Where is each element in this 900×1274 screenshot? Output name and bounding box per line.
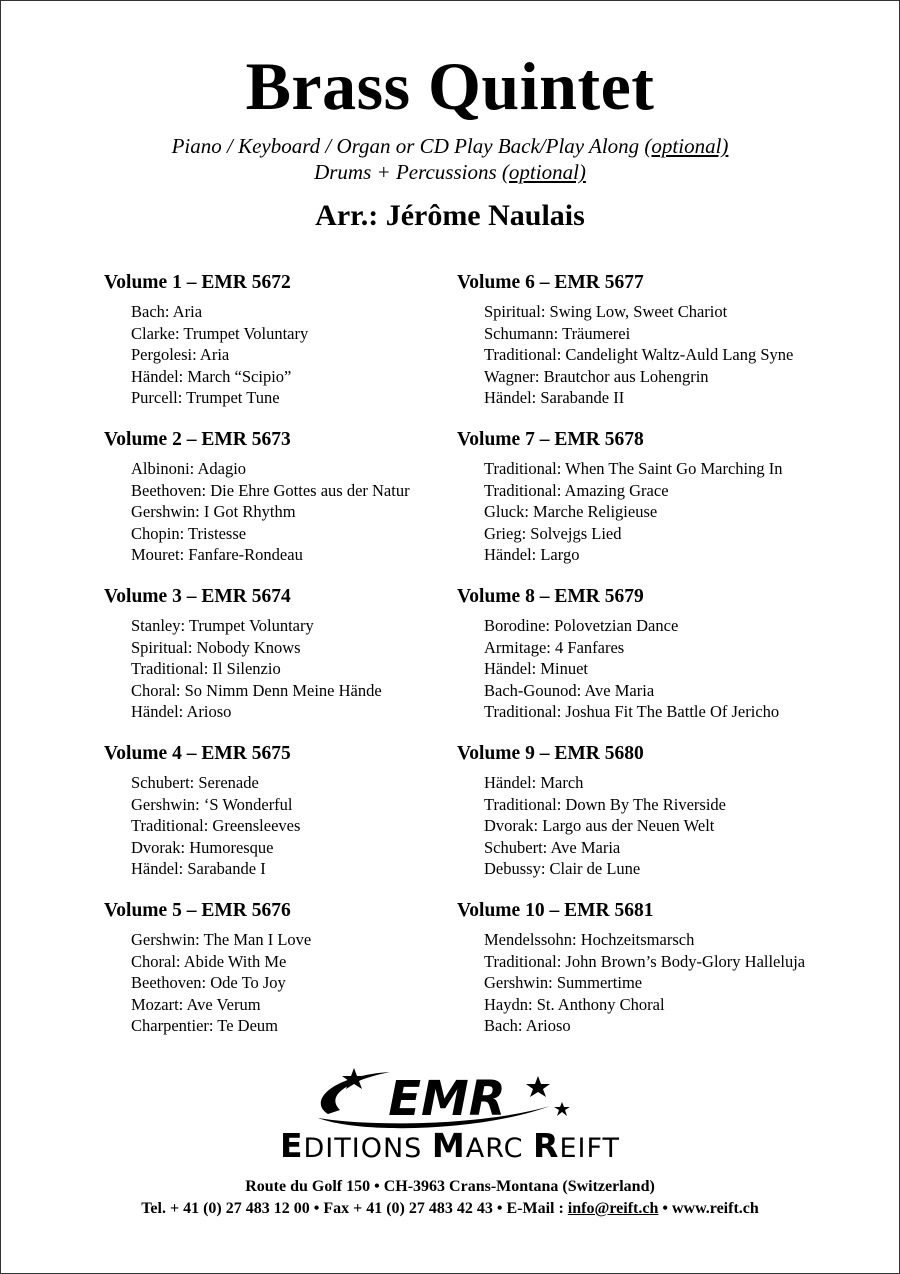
piece-item: Händel: Sarabande I <box>131 859 266 878</box>
piece-item: Spiritual: Swing Low, Sweet Chariot <box>484 302 728 321</box>
volume-heading: Volume 10 – EMR 5681 <box>457 900 654 921</box>
piece-item: Bach-Gounod: Ave Maria <box>484 680 655 700</box>
piece-item: Gershwin: ‘S Wonderful <box>131 794 293 814</box>
publisher-contact <box>0 1198 900 1220</box>
piece-item: Pergolesi: Aria <box>131 345 230 364</box>
piece-item: Beethoven: Ode To Joy <box>131 973 286 992</box>
piece-item: Schubert: Serenade <box>131 773 259 792</box>
piece-item: Choral: So Nimm Denn Meine Hände <box>131 680 382 700</box>
volume-column-right <box>457 270 877 1055</box>
piece-item: Borodine: Polovetzian Dance <box>484 616 679 635</box>
piece-item: Beethoven: Die Ehre Gottes aus der Natur <box>131 480 410 500</box>
volume-section <box>457 584 877 741</box>
volume-heading: Volume 8 – EMR 5679 <box>457 586 644 607</box>
piece-list <box>457 301 877 409</box>
piece-item: Stanley: Trumpet Voluntary <box>131 616 314 635</box>
publisher-address: Route du Golf 150 • CH-3963 Crans-Montana (Switzerland) <box>245 1178 655 1195</box>
piece-item: Clarke: Trumpet Voluntary <box>131 323 309 343</box>
piece-item: Grieg: Solvejgs Lied <box>484 523 622 543</box>
volume-section <box>457 427 877 584</box>
publisher-word: ARC <box>465 1133 534 1164</box>
instrumentation-text: Piano / Keyboard / Organ or CD Play Back/Play Along <box>171 134 645 158</box>
piece-item: Traditional: Candelight Waltz-Auld Lang Syne <box>484 345 794 364</box>
volume-heading: Volume 3 – EMR 5674 <box>104 586 291 607</box>
piece-item: Schumann: Träumerei <box>484 323 631 343</box>
piece-item: Händel: Largo <box>484 545 580 564</box>
piece-item: Traditional: Joshua Fit The Battle Of Jericho <box>484 702 780 721</box>
piece-item: Bach: Arioso <box>484 1016 571 1035</box>
piece-item: Armitage: 4 Fanfares <box>484 637 625 657</box>
piece-item: Albinoni: Adagio <box>131 459 247 478</box>
volume-heading: Volume 2 – EMR 5673 <box>104 429 291 450</box>
piece-item: Mozart: Ave Verum <box>131 994 261 1014</box>
logo-star-right-bottom <box>554 1102 570 1116</box>
volume-heading: Volume 1 – EMR 5672 <box>104 272 291 293</box>
publisher-initial: M <box>431 1126 466 1165</box>
piece-item: Traditional: Amazing Grace <box>484 480 669 500</box>
piece-item: Händel: Minuet <box>484 659 589 678</box>
piece-item: Debussy: Clair de Lune <box>484 859 641 878</box>
piece-item: Wagner: Brautchor aus Lohengrin <box>484 366 709 386</box>
piece-item: Gershwin: The Man I Love <box>131 930 312 949</box>
volume-heading: Volume 9 – EMR 5680 <box>457 743 644 764</box>
piece-item: Händel: March “Scipio” <box>131 366 292 386</box>
piece-item: Dvorak: Humoresque <box>131 837 274 857</box>
piece-item: Traditional: Il Silenzio <box>131 659 281 678</box>
publisher-word: DITIONS <box>303 1133 432 1164</box>
piece-item: Bach: Aria <box>131 302 203 321</box>
logo-star-right-top <box>526 1076 550 1097</box>
optional-note: (optional) <box>644 134 729 158</box>
emr-logo <box>300 1062 590 1132</box>
piece-item: Mendelssohn: Hochzeitsmarsch <box>484 930 695 949</box>
email-link[interactable]: info@reift.ch <box>567 1200 659 1217</box>
piece-item: Schubert: Ave Maria <box>484 837 621 857</box>
piece-item: Choral: Abide With Me <box>131 951 287 971</box>
piece-item: Händel: Arioso <box>131 702 232 721</box>
piece-item: Mouret: Fanfare-Rondeau <box>131 545 303 564</box>
website: • www.reift.ch <box>658 1200 759 1217</box>
page-title: Brass Quintet <box>245 48 655 124</box>
piece-item: Haydn: St. Anthony Choral <box>484 994 665 1014</box>
percussion-text: Drums + Percussions <box>314 160 502 184</box>
piece-list <box>457 615 877 723</box>
volume-section <box>457 270 877 427</box>
piece-item: Traditional: Down By The Riverside <box>484 794 726 814</box>
arranger: Arr.: Jérôme Naulais <box>315 199 585 232</box>
publisher-word: EIFT <box>559 1133 621 1164</box>
piece-item: Händel: March <box>484 773 584 792</box>
piece-item: Gershwin: Summertime <box>484 973 643 992</box>
piece-item: Traditional: When The Saint Go Marching In <box>484 459 783 478</box>
piece-item: Traditional: John Brown’s Body-Glory Halleluja <box>484 951 806 971</box>
percussion-line <box>0 159 900 185</box>
publisher-initial: R <box>533 1126 560 1165</box>
piece-item: Spiritual: Nobody Knows <box>131 637 301 657</box>
contact-numbers: Tel. + 41 (0) 27 483 12 00 • Fax + 41 (0) 27 483 42 43 • E-Mail : <box>141 1200 568 1217</box>
volume-heading: Volume 6 – EMR 5677 <box>457 272 644 293</box>
piece-item: Chopin: Tristesse <box>131 523 247 543</box>
volume-heading: Volume 5 – EMR 5676 <box>104 900 291 921</box>
piece-item: Charpentier: Te Deum <box>131 1016 278 1035</box>
volume-heading: Volume 4 – EMR 5675 <box>104 743 291 764</box>
piece-item: Purcell: Trumpet Tune <box>131 388 280 407</box>
volume-heading: Volume 7 – EMR 5678 <box>457 429 644 450</box>
piece-item: Gershwin: I Got Rhythm <box>131 502 296 521</box>
piece-item: Gluck: Marche Religieuse <box>484 502 658 521</box>
volume-section <box>457 741 877 898</box>
piece-list <box>457 458 877 566</box>
piece-list <box>457 772 877 880</box>
instrumentation-line <box>0 133 900 159</box>
piece-item: Traditional: Greensleeves <box>131 816 301 835</box>
logo-text: EMR <box>388 1071 506 1127</box>
optional-note: (optional) <box>501 160 586 184</box>
piece-item: Händel: Sarabande II <box>484 388 625 407</box>
piece-item: Dvorak: Largo aus der Neuen Welt <box>484 816 715 835</box>
volume-section <box>457 898 877 1055</box>
publisher-name <box>0 1126 900 1165</box>
piece-list <box>457 929 877 1037</box>
publisher-initial: E <box>279 1126 304 1165</box>
